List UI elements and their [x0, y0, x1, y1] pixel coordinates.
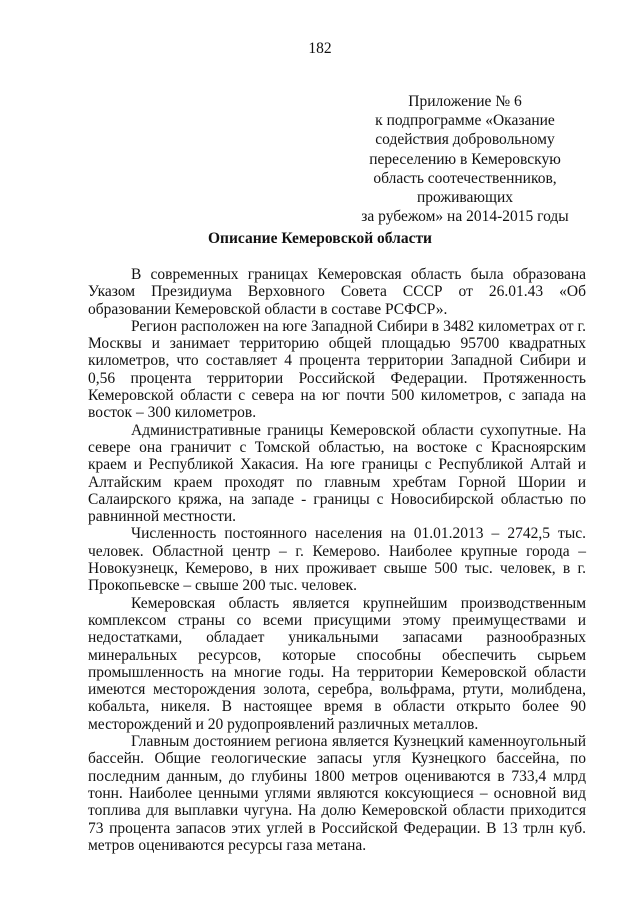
paragraph-location: Регион расположен на юге Западной Сибири в 3482 километрах от г. Москвы и занимает территорию общей площадью 95700 квадратных километров, что составляет 4 процента территории Западной Сибири и 0,56 процента территории Российской Федерации. Протяженность Кемеровской области с севера на юг почти 500 километров, с запада на восток – 300 километров.: [88, 317, 586, 422]
page-number: 182: [308, 40, 332, 57]
appendix-line: к подпрограмме «Оказание: [375, 112, 555, 130]
appendix-note: [354, 92, 576, 226]
paragraph-borders: Административные границы Кемеровской области сухопутные. На севере она граничит с Томской областью, на востоке с Красноярским краем и Республикой Хакасия. На юге границы с Республикой Алтай и Алтайским краем проходят по главным хребтам Горной Шории и Салаирского кряжа, на западе - границы с Новосибирской областью по равнинной местности.: [88, 421, 586, 526]
appendix-line: область соотечественников,: [373, 169, 557, 187]
appendix-line: проживающих: [417, 189, 513, 207]
paragraph-resources: Кемеровская область является крупнейшим производственным комплексом страны со всеми присущими этому преимуществами и недостатками, обладает уникальными запасами разнообразных минеральных ресурсов, которые способны обеспечить сырьем промышленность на многие годы. На территории Кемеровской области имеются месторождения золота, серебра, вольфрама, ртути, молибдена, кобальта, никеля. В настоящее время в области открыто более 90 месторождений и 20 рудопроявлений различных металлов.: [88, 594, 586, 733]
appendix-line: переселению в Кемеровскую: [369, 150, 561, 168]
document-body: [88, 266, 586, 854]
appendix-line: содействия добровольному: [375, 131, 555, 149]
paragraph-population: Численность постоянного населения на 01.01.2013 – 2742,5 тыс. человек. Областной центр – г. Кемерово. Наиболее крупные города – Новокузнецк, Кемерово, в них проживает свыше 500 тыс. человек, в г. Прокопьевске – свыше 200 тыс. человек.: [88, 525, 586, 595]
document-title: Описание Кемеровской области: [207, 230, 432, 247]
appendix-line: за рубежом» на 2014-2015 годы: [361, 208, 569, 226]
paragraph-formation: В современных границах Кемеровская область была образована Указом Президиума Верховного Совета СССР от 26.01.43 «Об образовании Кемеровской области в составе РСФСР».: [88, 266, 586, 318]
appendix-line: Приложение № 6: [408, 93, 522, 110]
paragraph-coal-basin: Главным достоянием региона является Кузнецкий каменноугольный бассейн. Общие геологические запасы угля Кузнецкого бассейна, по последним данным, до глубины 1800 метров оцениваются в 733,4 млрд тонн. Наиболее ценными углями являются коксующиеся – основной вид топлива для выплавки чугуна. На долю Кемеровской области приходится 73 процента запасов этих углей в Российской Федерации. В 13 трлн куб. метров оцениваются ресурсы газа метана.: [88, 733, 586, 854]
